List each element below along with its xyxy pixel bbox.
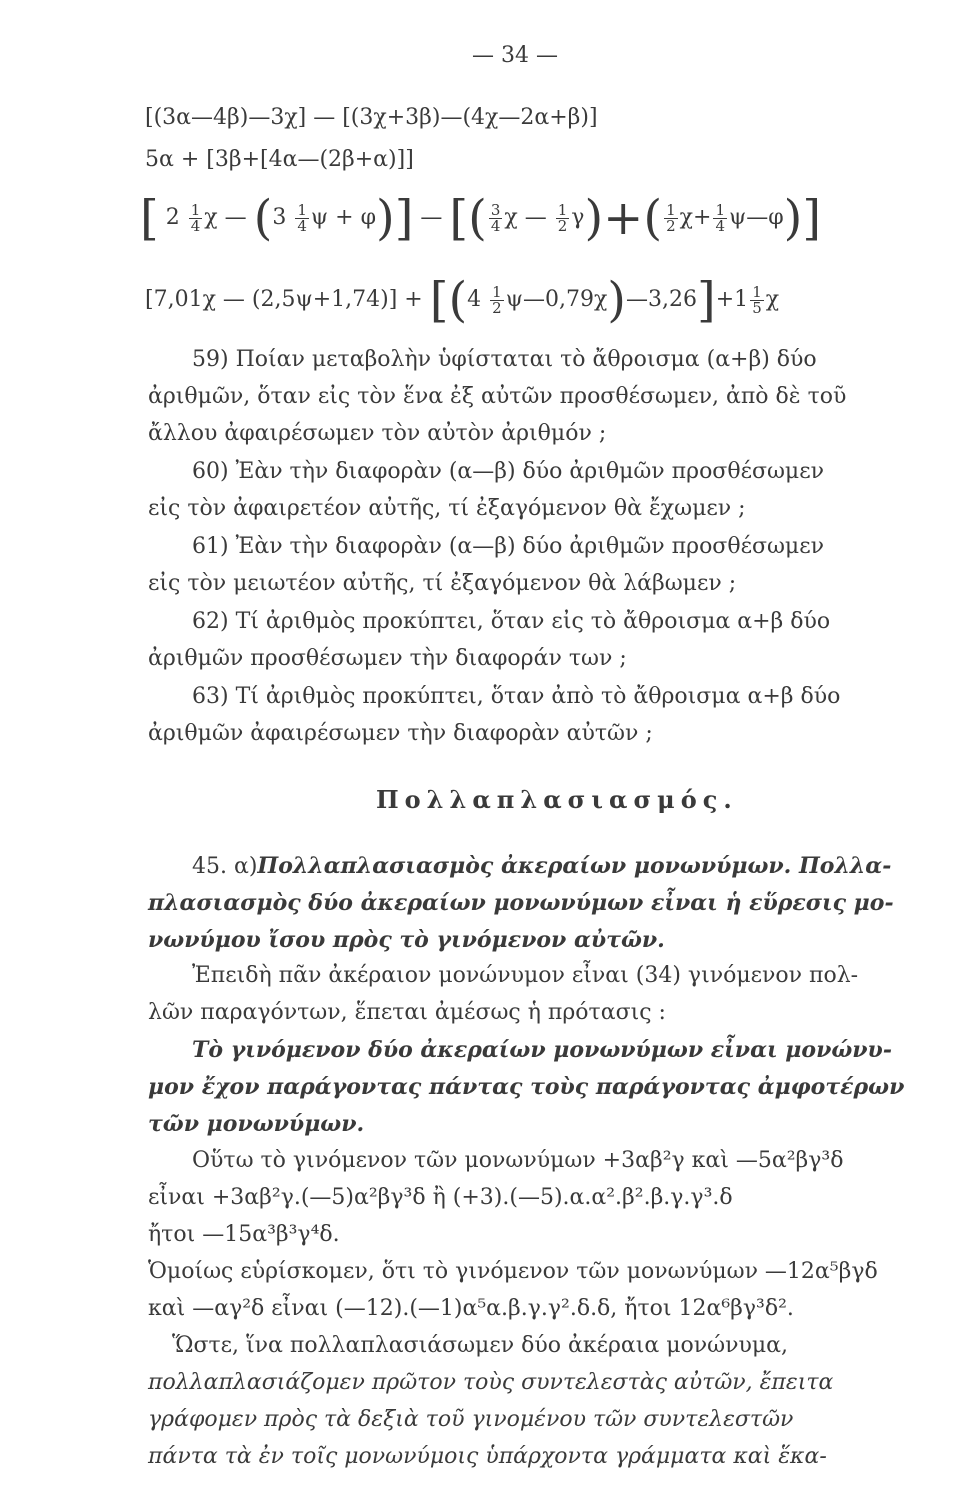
section-45-line-2: πλασιασμὸς δύο ἀκεραίων μονωνύμων εἶναι ἡ εὕρεσις μο- xyxy=(148,890,894,916)
section-45-line-1 xyxy=(192,852,891,881)
section-number: 45. α) xyxy=(192,854,258,879)
fraction: $\frac{1}{2}$ xyxy=(557,200,568,235)
expression-line-2: 5α + [3β+[4α—(2β+α)]] xyxy=(145,147,414,172)
final-line-3: γράφομεν πρὸς τὰ δεξιὰ τοῦ γινομένου τῶν συντελεστῶν xyxy=(148,1407,794,1432)
question-60-line-1: 60) Ἐὰν τὴν διαφορὰν (α—β) δύο ἀριθμῶν προσθέσωμεν xyxy=(192,459,824,484)
expression-line-4 xyxy=(145,270,779,330)
fraction: $\frac{1}{4}$ xyxy=(297,200,307,235)
question-63-line-2: ἀριθμῶν ἀφαιρέσωμεν τὴν διαφορὰν αὐτῶν ; xyxy=(148,721,653,746)
question-59-line-3: ἄλλου ἀφαιρέσωμεν τὸν αὐτὸν ἀριθμόν ; xyxy=(148,421,607,446)
question-60-line-2: εἰς τὸν ἀφαιρετέον αὐτῆς, τί ἐξαγόμενον θὰ ἔχωμεν ; xyxy=(148,496,746,521)
bracket: [( xyxy=(449,190,487,246)
term: ψ—φ xyxy=(728,205,784,230)
term: 4 xyxy=(467,287,482,312)
bracket: [( xyxy=(429,272,468,328)
minus: — xyxy=(420,205,450,230)
term: 2 xyxy=(165,205,180,230)
term: ψ + φ xyxy=(310,205,376,230)
definition-text: Πολλαπλασιασμὸς ἀκεραίων μονωνύμων. Πολλα- xyxy=(257,853,892,879)
question-61-line-2: εἰς τὸν μειωτέον αὐτῆς, τί ἐξαγόμενον θὰ λάβωμεν ; xyxy=(148,571,737,596)
example-2-line-2: καὶ —αγ²δ εἶναι (—12).(—1)α⁵α.β.γ.γ².δ.δ, ἤτοι 12α⁶βγ³δ². xyxy=(148,1296,794,1321)
term: 3 xyxy=(272,205,287,230)
question-59-line-2: ἀριθμῶν, ὅταν εἰς τὸν ἕνα ἐξ αὐτῶν προσθέσωμεν, ἀπὸ δὲ τοῦ xyxy=(148,384,847,409)
fraction: $\frac{1}{2}$ xyxy=(492,282,502,317)
question-59-line-1: 59) Ποίαν μεταβολὴν ὑφίσταται τὸ ἄθροισμα (α+β) δύο xyxy=(192,347,817,372)
term: +1 xyxy=(715,287,749,312)
question-63-line-1: 63) Τί ἀριθμὸς προκύπτει, ὅταν ἀπὸ τὸ ἄθροισμα α+β δύο xyxy=(192,684,841,709)
final-line-4: πάντα τὰ ἐν τοῖς μονωνύμοις ὑπάρχοντα γράμματα καὶ ἕκα- xyxy=(148,1444,827,1469)
fraction: $\frac{1}{2}$ xyxy=(666,200,676,235)
term: γ xyxy=(571,205,585,230)
paragraph-1-line-1: Ἐπειδὴ πᾶν ἀκέραιον μονώνυμον εἶναι (34) γινόμενον πολ- xyxy=(192,963,859,988)
term: χ+ xyxy=(679,205,712,230)
fraction: $\frac{1}{5}$ xyxy=(752,282,762,317)
expression-line-1: [(3α—4β)—3χ] — [(3χ+3β)—(4χ—2α+β)] xyxy=(145,105,598,130)
term: χ xyxy=(765,287,780,312)
example-2-line-1: Ὁμοίως εὑρίσκομεν, ὅτι τὸ γινόμενον τῶν μονωνύμων —12α⁵βγδ xyxy=(148,1259,878,1284)
final-line-1: Ὥστε, ἵνα πολλαπλασιάσωμεν δύο ἀκέραια μονώνυμα, xyxy=(172,1333,788,1358)
section-heading: Πολλαπλασιασμός. xyxy=(376,785,738,814)
example-1-line-3: ἤτοι —15α³β³γ⁴δ. xyxy=(148,1222,340,1247)
bracket: )] xyxy=(375,190,414,246)
rule-line-1: Τὸ γινόμενον δύο ἀκεραίων μονωνύμων εἶναι μονώνυ- xyxy=(192,1037,892,1063)
page-number: — 34 — xyxy=(472,43,558,68)
question-61-line-1: 61) Ἐὰν τὴν διαφορὰν (α—β) δύο ἀριθμῶν προσθέσωμεν xyxy=(192,534,824,559)
question-62-line-2: ἀριθμῶν προσθέσωμεν τὴν διαφοράν των ; xyxy=(148,646,627,671)
example-1-line-2: εἶναι +3αβ²γ.(—5)α²βγ³δ ἢ (+3).(—5).α.α².β².β.γ.γ³.δ xyxy=(148,1185,733,1210)
term: χ — xyxy=(504,205,547,230)
bracket: ( xyxy=(253,190,273,246)
fraction: $\frac{3}{4}$ xyxy=(490,200,501,235)
bracket: )+( xyxy=(584,190,663,246)
question-62-line-1: 62) Τί ἀριθμὸς προκύπτει, ὅταν εἰς τὸ ἄθροισμα α+β δύο xyxy=(192,609,831,634)
bracket: ] xyxy=(697,272,716,328)
bracket: ) xyxy=(607,272,627,328)
bracket: )] xyxy=(783,190,822,246)
term: —3,26 xyxy=(626,287,698,312)
term: χ — xyxy=(204,205,247,230)
fraction: $\frac{1}{4}$ xyxy=(715,200,725,235)
example-1-line-1: Οὕτω τὸ γινόμενον τῶν μονωνύμων +3αβ²γ καὶ —5α²βγ³δ xyxy=(192,1148,844,1173)
term: [7,01χ — (2,5ψ+1,74)] + xyxy=(145,287,423,312)
section-45-line-3: νωνύμου ἴσου πρὸς τὸ γινόμενον αὐτῶν. xyxy=(148,927,665,953)
bracket: [ xyxy=(140,190,159,246)
rule-line-3: τῶν μονωνύμων. xyxy=(148,1111,365,1137)
fraction: $\frac{1}{4}$ xyxy=(190,200,201,235)
final-line-2: πολλαπλασιάζομεν πρῶτον τοὺς συντελεστὰς αὐτῶν, ἔπειτα xyxy=(148,1370,834,1395)
expression-line-3 xyxy=(140,188,821,248)
paragraph-1-line-2: λῶν παραγόντων, ἕπεται ἀμέσως ἡ πρότασις : xyxy=(148,1000,666,1025)
term: ψ—0,79χ xyxy=(505,287,608,312)
rule-line-2: μον ἔχον παράγοντας πάντας τοὺς παράγοντας ἀμφοτέρων xyxy=(148,1074,905,1100)
